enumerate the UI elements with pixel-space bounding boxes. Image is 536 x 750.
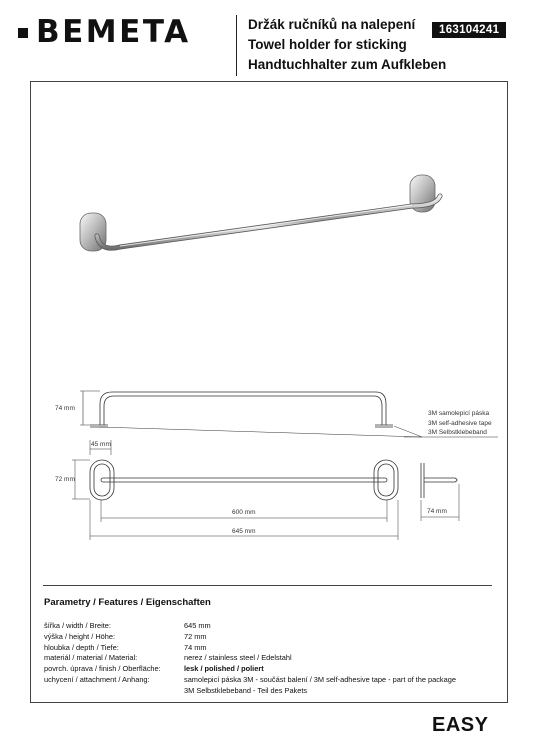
spec-label: výška / height / Höhe: [44,631,116,641]
spec-value: 645 mm [184,621,211,630]
height-dimension: 74 mm [55,405,75,412]
spec-value: lesk / polished / poliert [184,664,264,674]
title-en: Towel holder for sticking [248,37,407,52]
spec-row-material [44,653,456,664]
tape-note-en: 3M self-adhesive tape [428,419,492,427]
outer-width-dimension: 645 mm [232,528,256,535]
side-depth-dimension: 74 mm [427,508,447,515]
spec-row-finish [44,664,456,675]
tape-note [428,409,492,438]
spec-row-depth [44,643,456,654]
product-code-badge: 163104241 [432,22,506,38]
series-name: EASY [432,714,489,736]
spec-value: samolepicí páska 3M - součást balení / 3M self-adhesive tape - part of the package [184,674,456,684]
inner-width-dimension: 600 mm [232,509,256,516]
features-title: Parametry / Features / Eigenschaften [44,597,211,608]
spec-label: povrch. úprava / finish / Oberfläche: [44,664,161,674]
spec-label: uchycení / attachment / Anhang: [44,674,150,684]
spec-label: materiál / material / Material: [44,653,138,663]
depth-dimension: 72 mm [55,476,75,483]
spec-row-attachment [44,675,456,686]
brand-name: BEMETA [36,14,191,50]
spec-value: 74 mm [184,642,207,652]
spec-value: nerez / stainless steel / Edelstahl [184,653,292,663]
features-table [44,621,456,697]
spec-label: šířka / width / Breite: [44,621,111,630]
spec-attachment-continuation: 3M Selbstklebeband - Teil des Pakets [184,685,308,695]
spec-value: 72 mm [184,631,207,641]
tape-note-de: 3M Selbstklebeband [428,429,487,436]
title-de: Handtuchhalter zum Aufkleben [248,57,447,72]
features-divider [43,585,492,586]
tape-note-cz: 3M samolepicí páska [428,410,490,417]
spec-row-height [44,632,456,643]
spec-label: hloubka / depth / Tiefe: [44,642,119,652]
product-photo [80,175,440,251]
spec-row-width [44,621,456,632]
bracket-dimension: 45 mm [91,441,111,448]
title-cz: Držák ručníků na nalepení [248,17,416,32]
